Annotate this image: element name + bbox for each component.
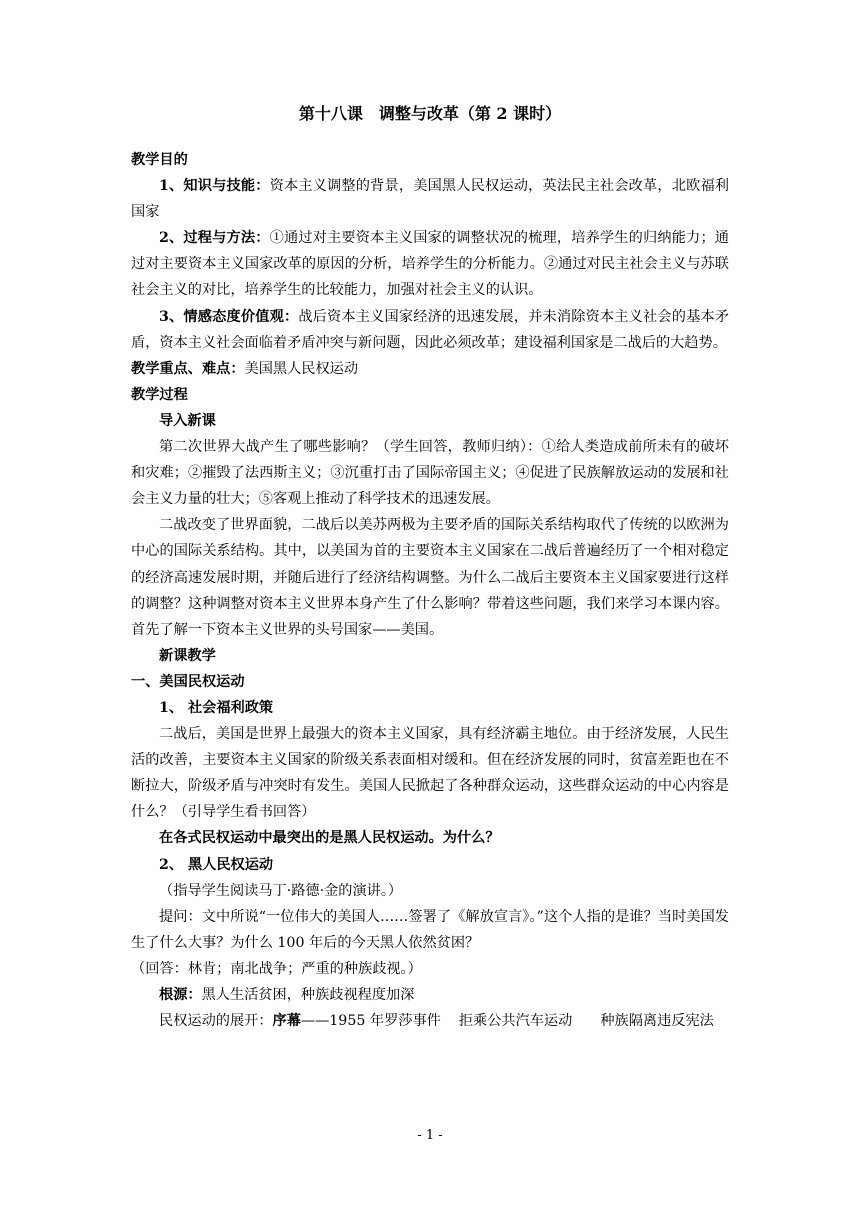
development-event: ——1955 年罗莎事件 (300, 1013, 441, 1030)
subsection-2-heading: 2、 黑人民权运动 (159, 856, 274, 873)
bold-question: 在各式民权运动中最突出的是黑人民权运动。为什么？ (159, 830, 500, 847)
answer-paragraph: （回答：林肯；南北战争；严重的种族歧视。） (131, 960, 422, 977)
intro-paragraph-2: 二战改变了世界面貌，二战后以美苏两极为主要矛盾的国际关系结构取代了传统的以欧洲为中心的国际关系结构。其中，以美国为首的主要资本主义国家在二战后普遍经历了一个相对稳定的经济高速发展时期，并随后进行了经济结构调整。为什么二战后主要资本主义国家要进行这样的调整？这种调整对资本主义世界本身产生了什么影响？带着这些问题，我们来学习本课内容。首先了解一下资本主义世界的头号国家——美国。 (131, 517, 729, 638)
objective-item-2 (131, 225, 729, 303)
objective-label: 3、情感态度价值观： (159, 308, 299, 325)
document-body (131, 101, 729, 1034)
objective-item-1 (131, 173, 729, 225)
root-text: 黑人生活贫困，种族歧视程度加深 (201, 987, 415, 1003)
objective-label: 1、知识与技能： (159, 178, 270, 195)
key-points (131, 356, 729, 382)
movement-development (131, 1008, 729, 1034)
root-cause (131, 982, 729, 1008)
page-title: 第十八课 调整与改革（第 2 课时） (298, 104, 562, 123)
objective-item-3 (131, 304, 729, 356)
development-prefix: 民权运动的展开： (159, 1013, 273, 1030)
key-points-text: 美国黑人民权运动 (244, 360, 359, 377)
development-boycott: 拒乘公共汽车运动 (458, 1013, 573, 1030)
objective-text: 战后资本主义国家经济的迅速发展，并未消除资本主义社会的基本矛盾，资本主义社会面临着矛盾冲突与新问题，因此必须改革；建设福利国家是二战后的大趋势。 (131, 308, 729, 351)
objective-text: 资本主义调整的背景，美国黑人民权运动，英法民主社会改革，北欧福利国家 (131, 178, 729, 221)
subsection-1-heading: 1、 社会福利政策 (159, 699, 274, 716)
key-points-label: 教学重点、难点： (131, 360, 245, 377)
intro-heading: 导入新课 (159, 412, 216, 429)
page-number: - 1 - (417, 1128, 443, 1143)
question-paragraph: 提问：文中所说“一位伟大的美国人……签署了《解放宣言》。”这个人指的是谁？当时美国发生了什么大事？为什么 100 年后的今天黑人依然贫困？ (131, 908, 729, 951)
objective-text: ①通过对主要资本主义国家的调整状况的梳理，培养学生的归纳能力；通过对主要资本主义国家改革的原因的分析，培养学生的分析能力。②通过对民主社会主义与苏联社会主义的对比，培养学生的比较能力，加强对社会主义的认识。 (131, 230, 729, 299)
section-1-heading: 一、美国民权运动 (131, 673, 245, 690)
intro-paragraph-1: 第二次世界大战产生了哪些影响？（学生回答，教师归纳）：①给人类造成前所未有的破坏和灾难；②摧毁了法西斯主义；③沉重打击了国际帝国主义；④促进了民族解放运动的发展和社会主义力量的壮大；⑤客观上推动了科学技术的迅速发展。 (131, 439, 729, 508)
root-label: 根源： (159, 987, 202, 1003)
objectives-heading: 教学目的 (131, 152, 188, 168)
development-bold: 序幕 (272, 1013, 301, 1030)
objective-label: 2、过程与方法： (159, 230, 270, 247)
reading-guide: （指导学生阅读马丁·路德·金的演讲。） (159, 882, 403, 899)
development-ruling: 种族隔离违反宪法 (600, 1013, 714, 1030)
process-heading: 教学过程 (131, 386, 188, 403)
subsection-1-paragraph: 二战后，美国是世界上最强大的资本主义国家，具有经济霸主地位。由于经济发展，人民生活的改善，主要资本主义国家的阶级关系表面相对缓和。但在经济发展的同时，贫富差距也在不断拉大，阶级矛盾与冲突时有发生。美国人民掀起了各种群众运动，这些群众运动的中心内容是什么？（引导学生看书回答） (131, 726, 729, 821)
new-lesson-heading: 新课教学 (159, 647, 216, 664)
